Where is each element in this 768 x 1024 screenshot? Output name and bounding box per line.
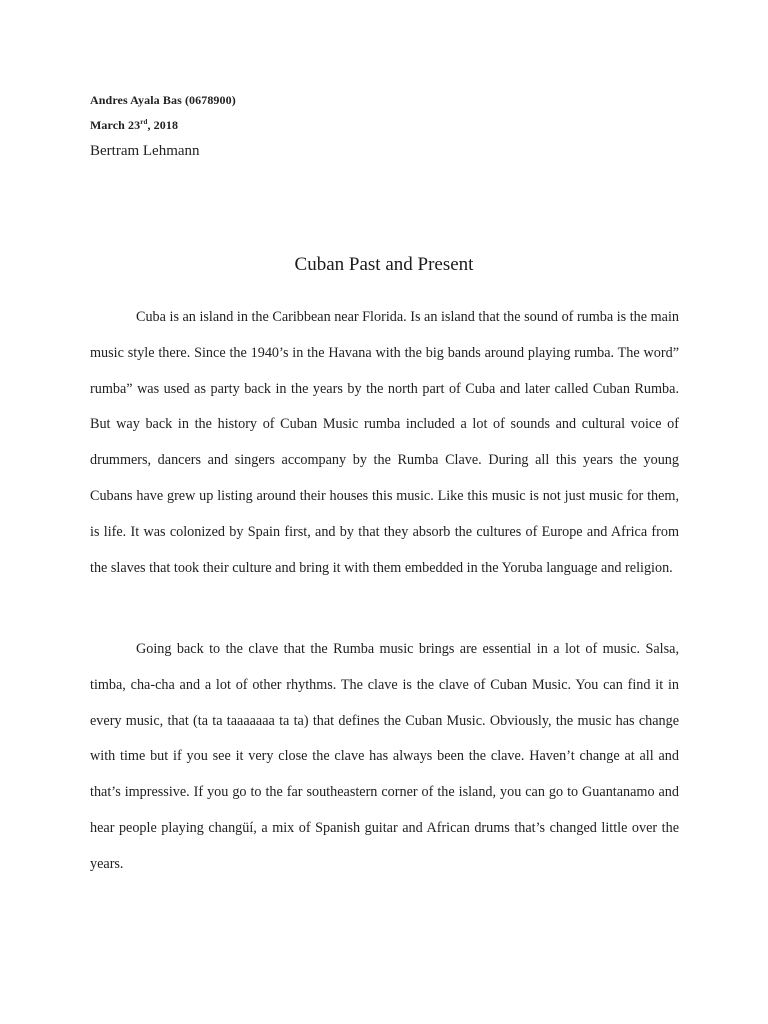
body-paragraph: Cuba is an island in the Caribbean near Florida. Is an island that the sound of rumba is the main music style there. Since the 1940’s in the Havana with the big bands around playing rumba. The word” rumba” was used as party back in the years by the north part of Cuba and later called Cuban Rumba. But way back in the history of Cuban Music rumba included a lot of sounds and cultural voice of drummers, dancers and singers accompany by the Rumba Clave. During all this years the young Cubans have grew up listing around their houses this music. Like this music is not just music for them, is life. It was colonized by Spain first, and by that they absorb the cultures of Europe and Africa from the slaves that took their culture and bring it with them embedded in the Yoruba language and religion. [90,309,679,576]
author-line: Andres Ayala Bas (0678900) [90,93,236,107]
document-title: Cuban Past and Present [294,254,474,275]
date-ordinal-suffix: rd [140,118,148,126]
date-prefix: March 23 [90,118,141,132]
body-paragraph: Going back to the clave that the Rumba music brings are essential in a lot of music. Salsa, timba, cha-cha and a lot of other rhythms. The clave is the clave of Cuban Music. You can find it in every music, that (ta ta taaaaaaa ta ta) that defines the Cuban Music. Obviously, the music has change with time but if you see it very close the clave has always been the clave. Haven’t change at all and that’s impressive. If you go to the far southeastern corner of the island, you can go to Guantanamo and hear people playing changüí, a mix of Spanish guitar and African drums that’s changed little over the years. [90,641,679,872]
date-rest: , 2018 [147,118,179,132]
date-line [90,118,178,133]
instructor-name: Bertram Lehmann [90,143,200,159]
